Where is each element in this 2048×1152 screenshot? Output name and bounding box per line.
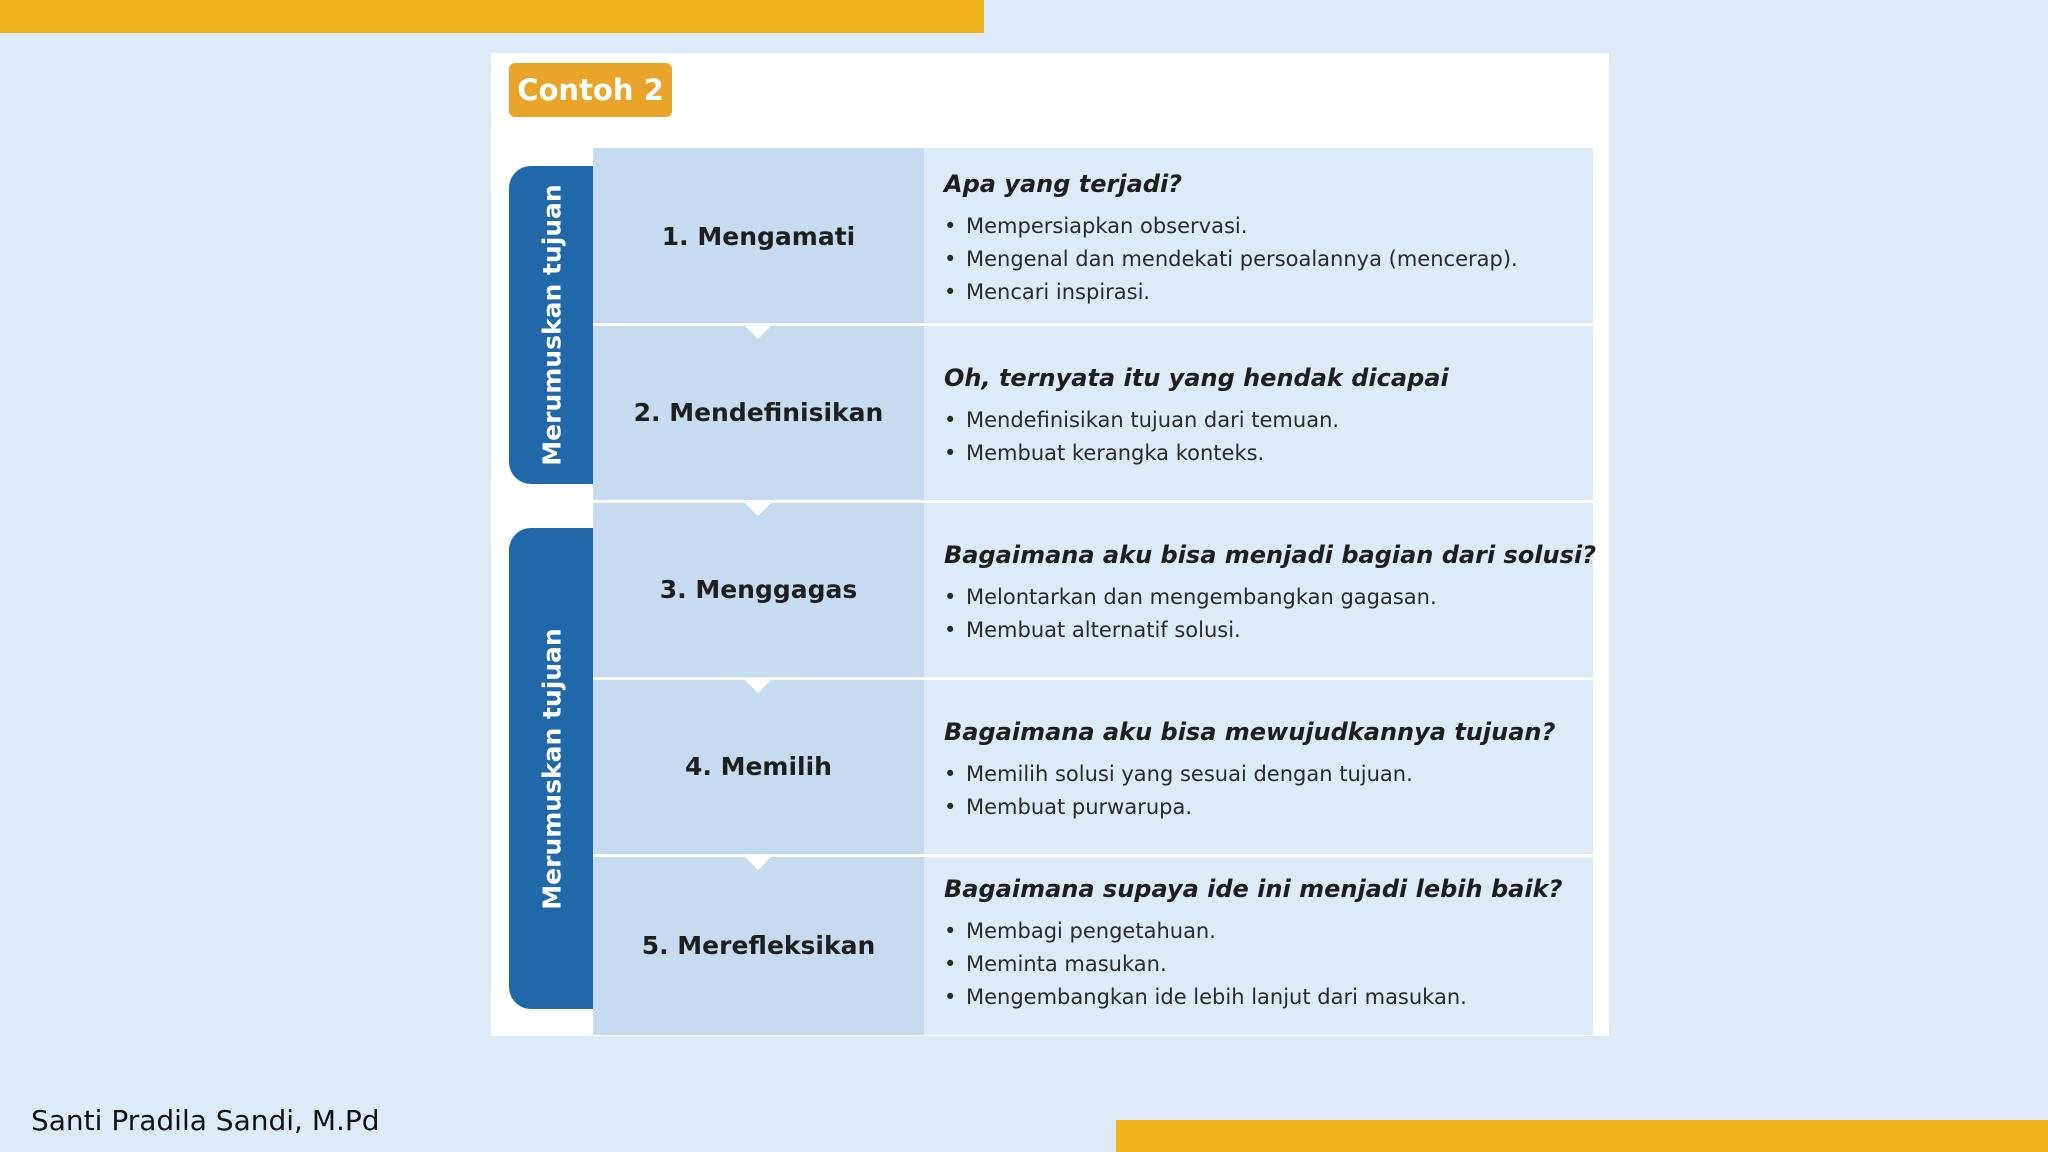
step-row bbox=[593, 678, 1593, 855]
step-row bbox=[593, 501, 1597, 678]
step-description bbox=[924, 501, 1597, 678]
step-bullet-list bbox=[944, 915, 1467, 1014]
step-row bbox=[593, 855, 1593, 1035]
step-cell bbox=[593, 855, 924, 1035]
step-label: 4. Memilih bbox=[685, 752, 832, 781]
row-divider bbox=[593, 500, 1593, 503]
step-cell bbox=[593, 324, 924, 501]
flow-arrow-icon bbox=[744, 325, 772, 339]
step-cell bbox=[593, 678, 924, 855]
step-bullet-item: • Membuat alternatif solusi. bbox=[944, 614, 1437, 647]
step-bullet-item: • Melontarkan dan mengembangkan gagasan. bbox=[944, 581, 1437, 614]
step-question: Bagaimana aku bisa mewujudkannya tujuan? bbox=[944, 718, 1556, 746]
flow-arrow-icon bbox=[744, 502, 772, 516]
step-bullet-list bbox=[944, 581, 1437, 647]
step-description bbox=[924, 678, 1593, 855]
step-question: Oh, ternyata itu yang hendak dicapai bbox=[944, 364, 1449, 392]
step-bullet-item: • Membuat purwarupa. bbox=[944, 791, 1413, 824]
step-description bbox=[924, 855, 1593, 1035]
side-band-bottom bbox=[509, 528, 594, 1009]
row-divider bbox=[593, 677, 1593, 680]
step-cell bbox=[593, 501, 924, 678]
step-label: 1. Mengamati bbox=[661, 221, 856, 251]
step-label: 2. Mendefinisikan bbox=[633, 398, 884, 427]
side-label-bottom: Merumuskan tujuan bbox=[537, 627, 566, 910]
step-description bbox=[924, 148, 1593, 324]
side-band-top bbox=[509, 166, 594, 484]
row-divider bbox=[593, 854, 1593, 857]
step-description bbox=[924, 324, 1593, 501]
example-badge: Contoh 2 bbox=[509, 63, 672, 117]
top-accent-bar bbox=[0, 0, 984, 33]
step-bullet-item: • Mempersiapkan observasi. bbox=[944, 210, 1518, 243]
step-bullet-item: • Membuat kerangka konteks. bbox=[944, 437, 1339, 470]
step-row bbox=[593, 148, 1593, 324]
bottom-accent-bar bbox=[1116, 1120, 2048, 1152]
step-label: 3. Menggagas bbox=[659, 575, 858, 604]
step-bullet-item: • Mencari inspirasi. bbox=[944, 276, 1518, 309]
step-bullet-item: • Meminta masukan. bbox=[944, 948, 1467, 981]
author-name: Santi Pradila Sandi, M.Pd bbox=[31, 1104, 380, 1137]
step-bullet-list bbox=[944, 210, 1518, 309]
step-bullet-item: • Memilih solusi yang sesuai dengan tujuan. bbox=[944, 758, 1413, 791]
step-bullet-list bbox=[944, 758, 1413, 824]
example-card bbox=[491, 53, 1609, 1036]
step-bullet-item: • Mengenal dan mendekati persoalannya (mencerap). bbox=[944, 243, 1518, 276]
step-cell bbox=[593, 148, 924, 324]
step-question: Bagaimana aku bisa menjadi bagian dari solusi? bbox=[944, 541, 1597, 569]
step-bullet-list bbox=[944, 404, 1339, 470]
step-label: 5. Merefleksikan bbox=[641, 930, 876, 960]
step-row bbox=[593, 324, 1593, 501]
step-bullet-item: • Membagi pengetahuan. bbox=[944, 915, 1467, 948]
step-bullet-item: • Mengembangkan ide lebih lanjut dari masukan. bbox=[944, 981, 1467, 1014]
step-question: Bagaimana supaya ide ini menjadi lebih baik? bbox=[944, 875, 1563, 903]
step-bullet-item: • Mendefinisikan tujuan dari temuan. bbox=[944, 404, 1339, 437]
flow-arrow-icon bbox=[744, 679, 772, 693]
row-divider bbox=[593, 323, 1593, 326]
side-label-top: Merumuskan tujuan bbox=[537, 184, 566, 466]
flow-arrow-icon bbox=[744, 856, 772, 870]
step-question: Apa yang terjadi? bbox=[944, 170, 1183, 198]
